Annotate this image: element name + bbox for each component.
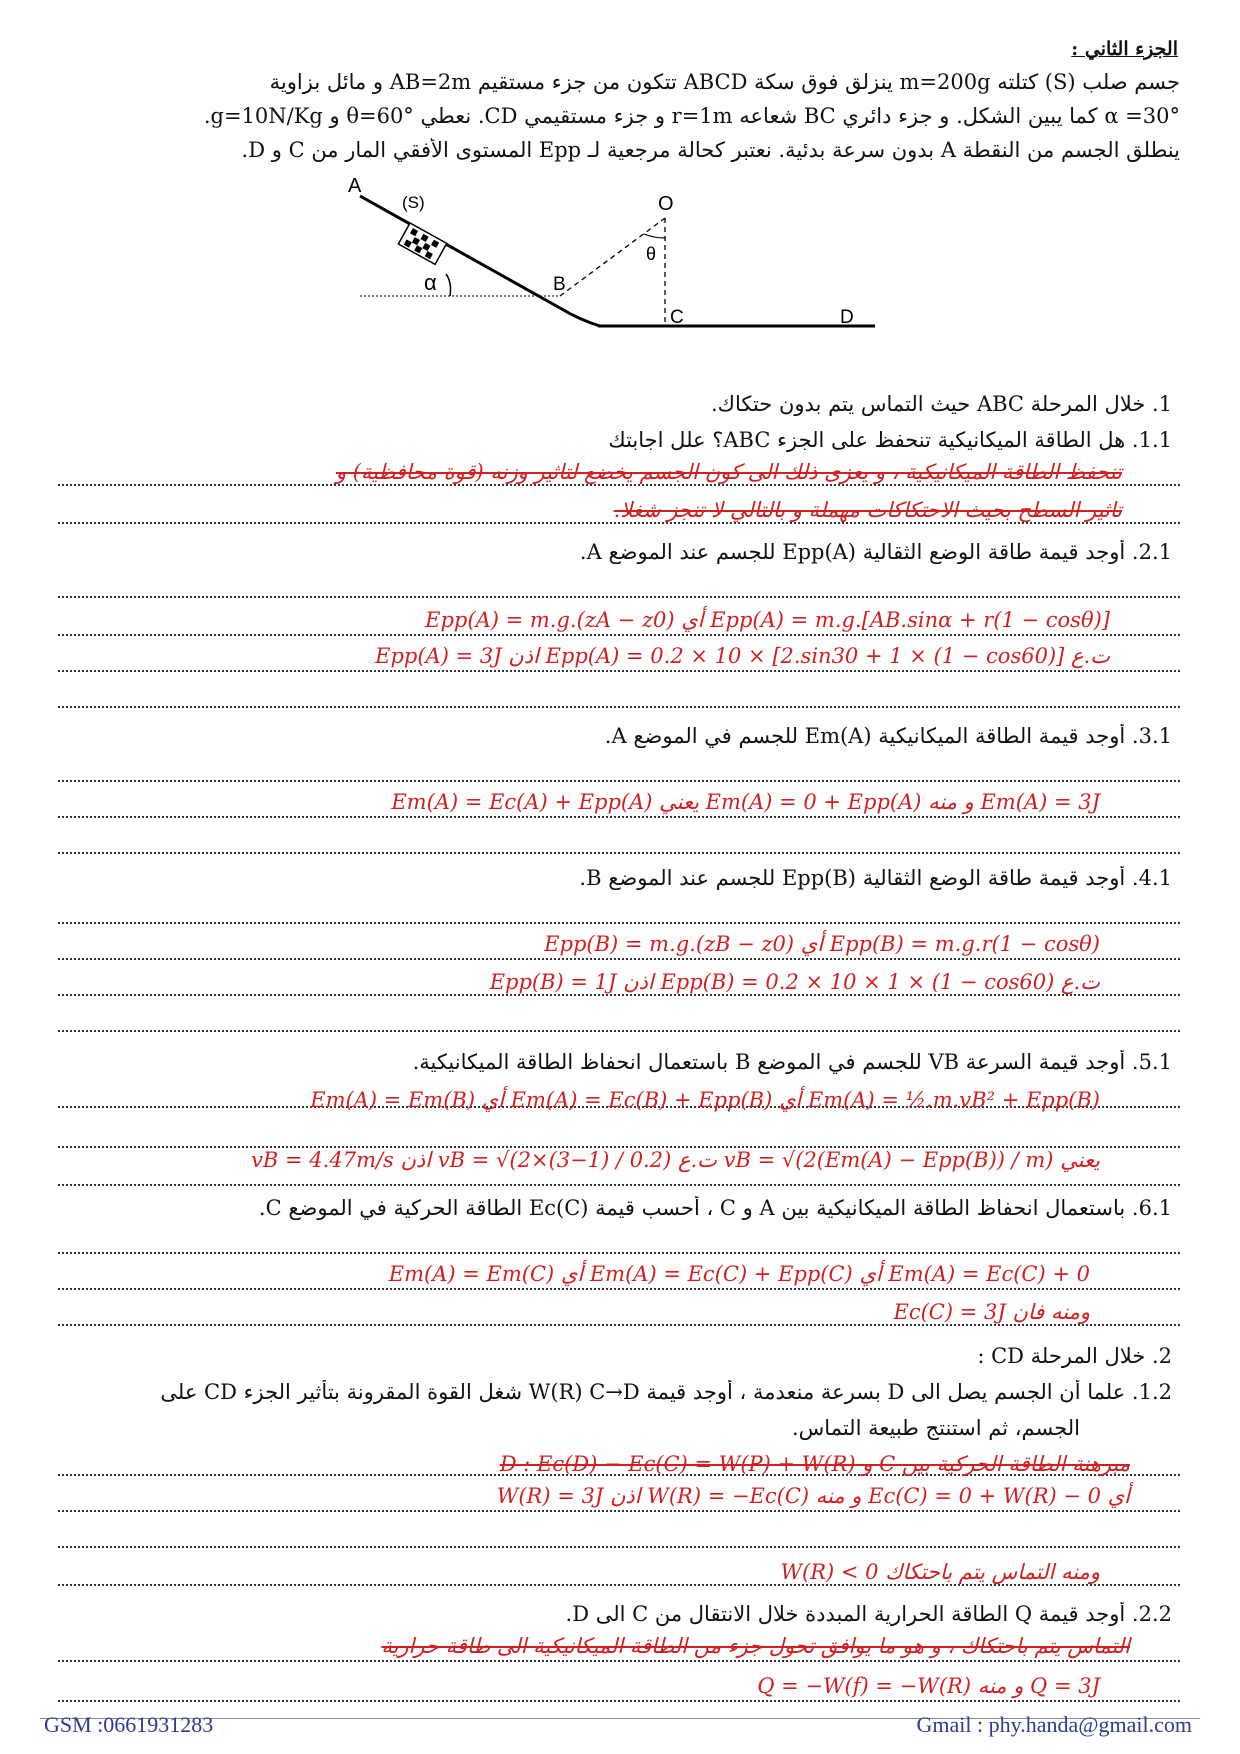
theta-arc bbox=[644, 234, 665, 238]
solid-block-s bbox=[398, 223, 446, 264]
label-d: D bbox=[840, 307, 854, 328]
answer-2-1-line-3: W(R) < 0 ومنه التماس يتم باحتكاك bbox=[780, 1560, 1100, 1584]
track-figure bbox=[340, 178, 890, 378]
label-s: (S) bbox=[402, 193, 425, 212]
answer-1-2-line-1: Epp(A) = m.g.(zA − z0) أي Epp(A) = m.g.[AB.sinα + r(1 − cosθ)] bbox=[425, 608, 1110, 632]
section-title: الجزء الثاني : bbox=[1071, 38, 1178, 60]
question-1-1: 1.1. هل الطاقة الميكانيكية تنحفظ على الجزء ABC؟ علل اجابتك bbox=[608, 428, 1172, 452]
answer-2-1-line-2: أي 0 − Ec(C) = 0 + W(R) و منه W(R) = −Ec(C) اذن W(R) = 3J bbox=[496, 1484, 1130, 1508]
question-2-2: 2.2. أوجد قيمة Q الطاقة الحرارية المبددة خلال الانتقال من C الى D. bbox=[565, 1602, 1172, 1626]
label-a: A bbox=[348, 178, 362, 197]
answer-1-3-line-1: Em(A) = Ec(A) + Epp(A) يعني Em(A) = 0 + Epp(A) و منه Em(A) = 3J bbox=[391, 790, 1100, 814]
answer-1-1-line-2: تاثير السطح بحيث الاحتكاكات مهملة و بالتالي لا تنجز شغلا. bbox=[613, 498, 1122, 522]
circular-track bbox=[560, 308, 600, 326]
question-2: 2. خلال المرحلة CD : bbox=[977, 1344, 1172, 1368]
question-1-2: 2.1. أوجد قيمة طاقة الوضع الثقالية Epp(A) للجسم عند الموضع A. bbox=[579, 540, 1172, 564]
answer-1-6-line-2: ومنه فان Ec(C) = 3J bbox=[893, 1300, 1090, 1324]
answer-1-5-line-2: يعني vB = √(2(Em(A) − Epp(B)) / m) ت.ع vB = √(2×(3−1) / 0.2) اذن vB = 4.47m/s bbox=[251, 1148, 1100, 1172]
answer-1-2-line-2: ت.ع Epp(A) = 0.2 × 10 × [2.sin30 + 1 × (1 − cos60)] اذن Epp(A) = 3J bbox=[375, 644, 1110, 668]
question-2-1-line-2: الجسم، ثم استنتج طبيعة التماس. bbox=[792, 1416, 1080, 1440]
answer-1-1-line-1: تنحفظ الطاقة الميكانيكية ، و يعزى ذلك الى كون الجسم يخضع لتاثير وزنه (قوة محافظية) و bbox=[335, 460, 1122, 484]
answer-2-2-line-2: Q = −W(f) = −W(R) و منه Q = 3J bbox=[757, 1674, 1100, 1698]
label-alpha: α bbox=[424, 270, 437, 295]
intro-line-1: جسم صلب (S) كتلته m=200g ينزلق فوق سكة ABCD تتكون من جزء مستقيم AB=2m و مائل بزاوية bbox=[269, 70, 1180, 94]
question-1: 1. خلال المرحلة ABC حيث التماس يتم بدون حتكاك. bbox=[710, 392, 1172, 416]
label-o: O bbox=[658, 193, 674, 215]
answer-1-4-line-2: ت.ع Epp(B) = 0.2 × 10 × 1 × (1 − cos60) اذن Epp(B) = 1J bbox=[489, 970, 1100, 994]
footer-gsm: GSM :0661931283 bbox=[44, 1712, 214, 1737]
answer-2-1-line-1: مبرهنة الطاقة الحركية بين C و D : Ec(D) − Ec(C) = W(P) + W(R) bbox=[499, 1452, 1130, 1476]
label-c: C bbox=[670, 307, 684, 328]
question-1-6: 6.1. باستعمال انحفاظ الطاقة الميكانيكية بين A و C ، أحسب قيمة Ec(C) الطاقة الحركية في الموضع C. bbox=[258, 1196, 1172, 1220]
question-1-3: 3.1. أوجد قيمة الطاقة الميكانيكية Em(A) للجسم في الموضع A. bbox=[604, 724, 1172, 748]
intro-line-3: ينطلق الجسم من النقطة A بدون سرعة بدئية. نعتبر كحالة مرجعية لـ Epp المستوى الأفقي المار من C و D. bbox=[241, 138, 1180, 162]
footer-gmail: Gmail : phy.handa@gmail.com bbox=[916, 1712, 1192, 1737]
answer-2-2-line-1: التماس يتم باحتكاك ، و هو ما يوافق تحول جزء من الطاقة الميكانيكية الى طاقة حرارية bbox=[381, 1634, 1130, 1658]
question-1-5: 5.1. أوجد قيمة السرعة VB للجسم في الموضع B باستعمال انحفاظ الطاقة الميكانيكية. bbox=[412, 1050, 1172, 1074]
answer-1-5-line-1: Em(A) = Em(B) أي Em(A) = Ec(B) + Epp(B) أي Em(A) = ½.m.vB² + Epp(B) bbox=[310, 1088, 1100, 1112]
alpha-arc bbox=[446, 274, 451, 296]
label-b: B bbox=[553, 274, 566, 295]
incline-track bbox=[360, 196, 560, 308]
answer-1-4-line-1: Epp(B) = m.g.(zB − z0) أي Epp(B) = m.g.r(1 − cosθ) bbox=[544, 932, 1100, 956]
question-2-1-line-1: 1.2. علما أن الجسم يصل الى D بسرعة منعدمة ، أوجد قيمة W(R) C→D شغل القوة المقرونة بتأثير الجزء CD على bbox=[160, 1380, 1172, 1404]
label-theta: θ bbox=[646, 244, 657, 264]
intro-line-2: α =30° كما يبين الشكل. و جزء دائري BC شعاعه r=1m و جزء مستقيمي CD. نعطي θ=60° و g=10N/Kg. bbox=[203, 104, 1180, 128]
answer-1-6-line-1: Em(A) = Em(C) أي Em(A) = Ec(C) + Epp(C) أي Em(A) = Ec(C) + 0 bbox=[388, 1262, 1090, 1286]
question-1-4: 4.1. أوجد قيمة طاقة الوضع الثقالية Epp(B) للجسم عند الموضع B. bbox=[579, 866, 1172, 890]
